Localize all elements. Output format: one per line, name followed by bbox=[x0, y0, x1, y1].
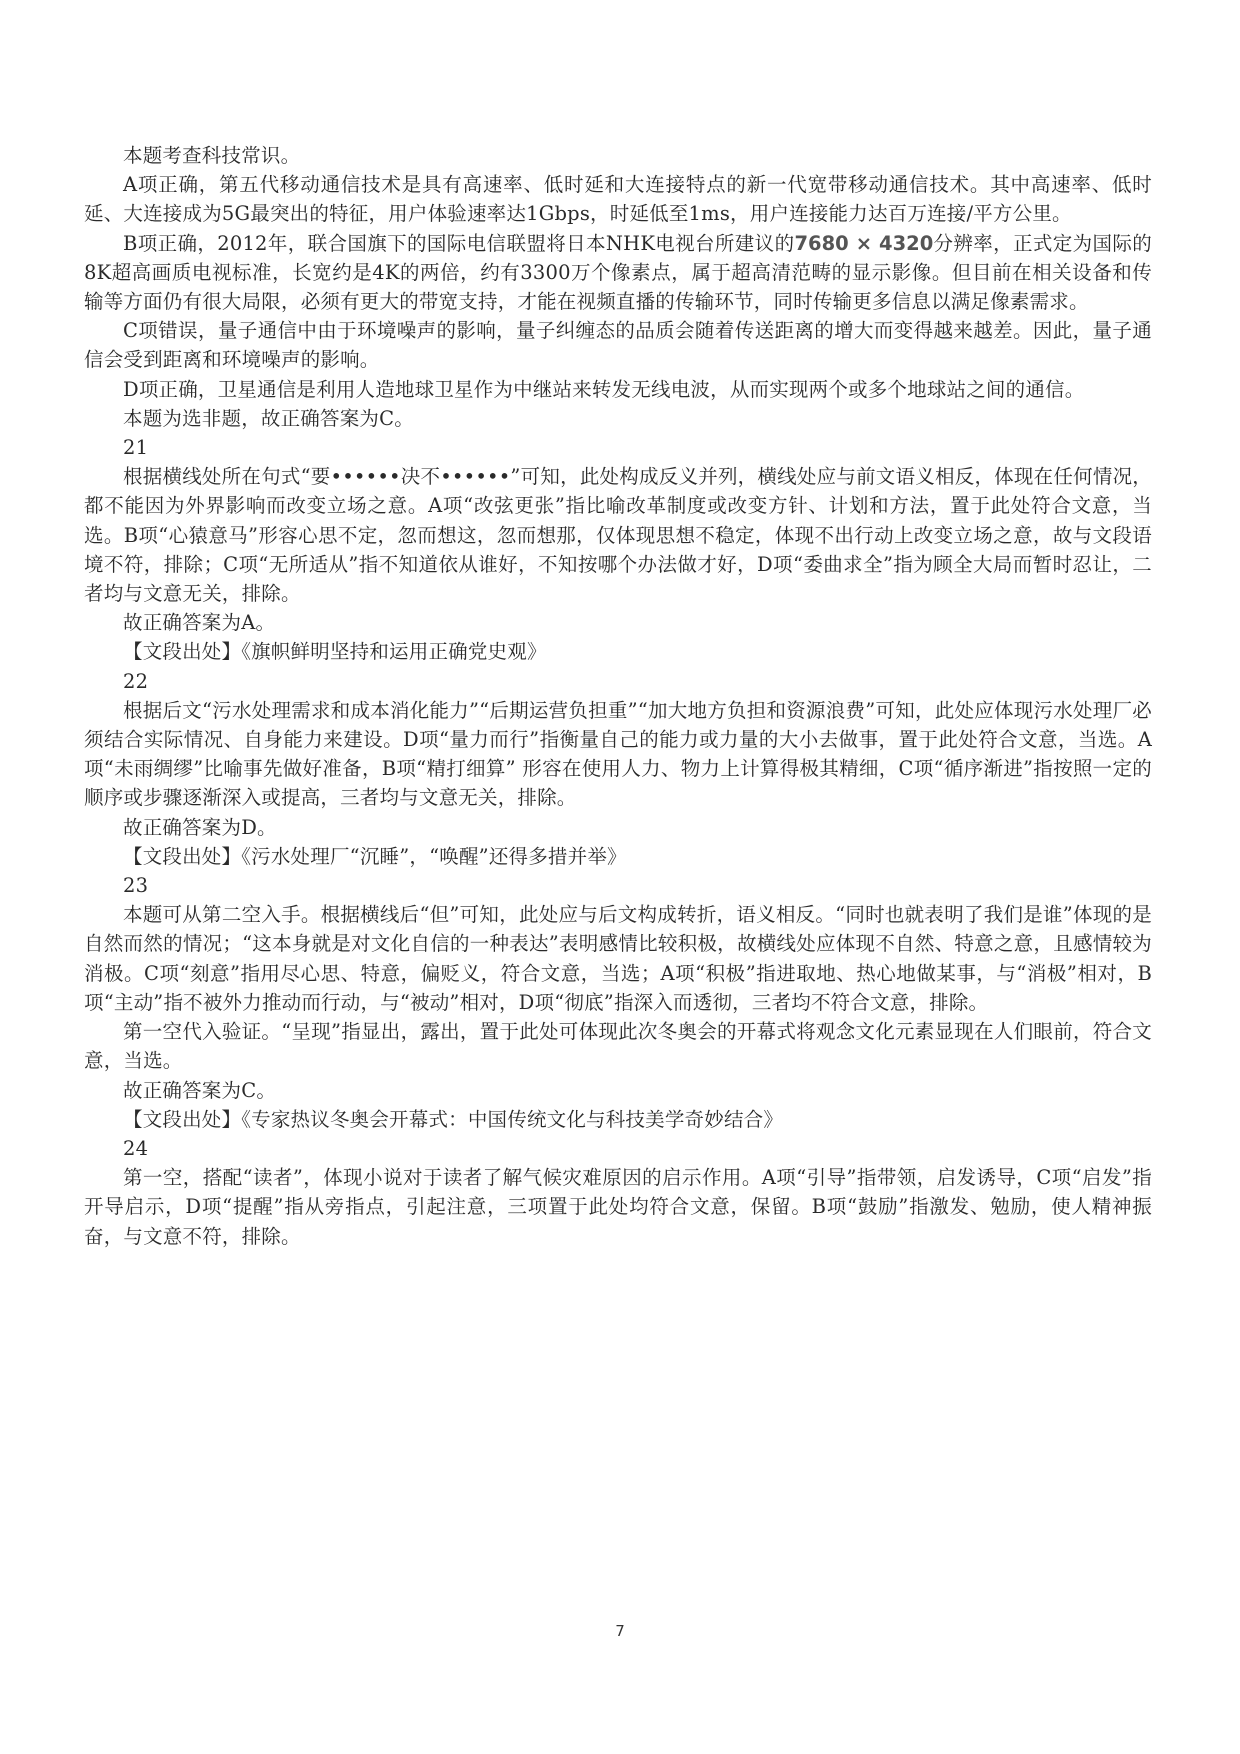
q21-number: 21 bbox=[123, 436, 149, 460]
q22-source: 【文段出处】《污水处理厂“沉睡”，“唤醒”还得多措并举》 bbox=[123, 844, 627, 868]
q21-answer: 故正确答案为A。 bbox=[123, 611, 276, 635]
q23-verify: 第一空代入验证。“呈现”指显出，露出，置于此处可体现此次冬奥会的开幕式将观念文化元素显现在人们眼前，符合文意，当选。 bbox=[84, 1020, 1152, 1073]
page-number: 7 bbox=[615, 1622, 625, 1640]
q20-option-a: A项正确，第五代移动通信技术是具有高速率、低时延和大连接特点的新一代宽带移动通信技术。其中高速率、低时延、大连接成为5G最突出的特征，用户体验速率达1Gbps，时延低至1ms，用户连接能力达百万连接/平方公里。 bbox=[84, 173, 1152, 226]
q22-answer: 故正确答案为D。 bbox=[123, 815, 277, 839]
q20-option-b bbox=[84, 229, 1152, 317]
q22-number: 22 bbox=[123, 669, 149, 693]
q20-intro: 本题考查科技常识。 bbox=[123, 144, 301, 167]
q24-number: 24 bbox=[123, 1136, 149, 1160]
q21-source: 【文段出处】《旗帜鲜明坚持和运用正确党史观》 bbox=[123, 640, 547, 664]
q20-conclusion: 本题为选非题，故正确答案为C。 bbox=[123, 406, 414, 430]
q21-analysis: 根据横线处所在句式“要••••••决不••••••”可知，此处构成反义并列，横线处应与前文语义相反，体现在任何情况，都不能因为外界影响而改变立场之意。A项“改弦更张”指比喻改革制度或改变方针、计划和方法，置于此处符合文意，当选。B项“心猿意马”形容心思不定，忽而想这，忽而想那，仅体现思想不稳定，体现不出行动上改变立场之意，故与文段语境不符，排除；C项“无所适从”指不知道依从谁好，不知按哪个办法做才好，D项“委曲求全”指为顾全大局而暂时忍让，二者均与文意无关，排除。 bbox=[84, 465, 1152, 606]
q24-analysis: 第一空，搭配“读者”，体现小说对于读者了解气候灾难原因的启示作用。A项“引导”指带领，启发诱导，C项“启发”指开导启示，D项“提醒”指从旁指点，引起注意，三项置于此处均符合文意，保留。B项“鼓励”指激发、勉励，使人精神振奋，与文意不符，排除。 bbox=[84, 1166, 1152, 1248]
q22-analysis: 根据后文“污水处理需求和成本消化能力”“后期运营负担重”“加大地方负担和资源浪费”可知，此处应体现污水处理厂必须结合实际情况、自身能力来建设。D项“量力而行”指衡量自己的能力或力量的大小去做事，置于此处符合文意，当选。A项“未雨绸缪”比喻事先做好准备，B项“精打细算” 形容在使用人力、物力上计算得极其精细，C项“循序渐进”指按照一定的顺序或步骤逐渐深入或提高，三者均与文意无关，排除。 bbox=[84, 698, 1152, 810]
q20-option-d: D项正确，卫星通信是利用人造地球卫星作为中继站来转发无线电波，从而实现两个或多个地球站之间的通信。 bbox=[123, 377, 1085, 401]
q20-option-b-resolution: 7680 × 4320 bbox=[794, 231, 934, 255]
document-body bbox=[84, 141, 1152, 1251]
q20-option-b-pre: B项正确，2012年，联合国旗下的国际电信联盟将日本NHK电视台所建议的 bbox=[123, 231, 795, 255]
q20-option-b-post: 分辨率，正式定为国际的8K超高画质电视标准，长宽约是4K的两倍，约有3300万个像素点，属于超高清范畴的显示影像。但目前在相关设备和传输等方面仍有很大局限，必须有更大的带宽支持，才能在视频直播的传输环节，同时传输更多信息以满足像素需求。 bbox=[84, 231, 1152, 314]
q23-analysis: 本题可从第二空入手。根据横线后“但”可知，此处应与后文构成转折，语义相反。“同时也就表明了我们是谁”体现的是自然而然的情况；“这本身就是对文化自信的一种表达”表明感情比较积极，故横线处应体现不自然、特意之意，且感情较为消极。C项“刻意”指用尽心思、特意，偏贬义，符合文意，当选；A项“积极”指进取地、热心地做某事，与“消极”相对，B项“主动”指不被外力推动而行动，与“被动”相对，D项“彻底”指深入而透彻，三者均不符合文意，排除。 bbox=[84, 903, 1152, 1014]
q23-answer: 故正确答案为C。 bbox=[123, 1078, 277, 1102]
q23-source: 【文段出处】《专家热议冬奥会开幕式：中国传统文化与科技美学奇妙结合》 bbox=[123, 1107, 784, 1131]
q23-number: 23 bbox=[123, 874, 149, 898]
q20-option-c: C项错误，量子通信中由于环境噪声的影响，量子纠缠态的品质会随着传送距离的增大而变得越来越差。因此，量子通信会受到距离和环境噪声的影响。 bbox=[84, 319, 1152, 372]
